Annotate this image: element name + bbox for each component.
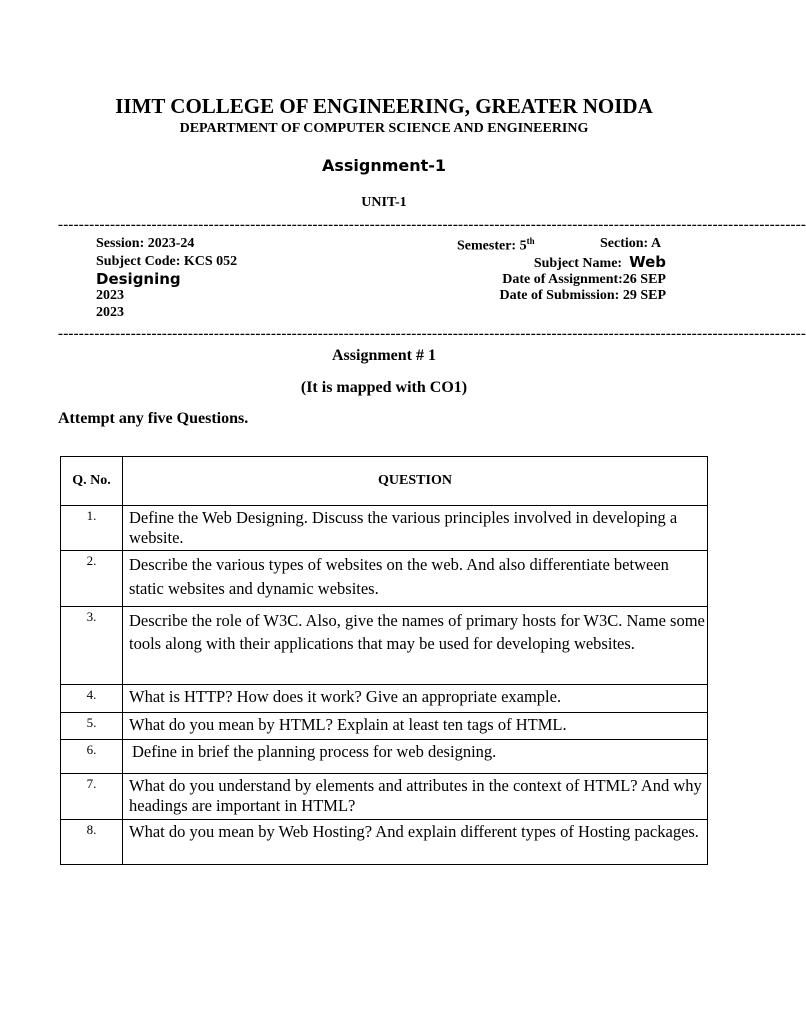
question-number: 6. xyxy=(61,740,123,774)
question-number: 8. xyxy=(61,820,123,865)
question-number: 2. xyxy=(61,551,123,607)
table-row xyxy=(61,551,708,607)
year-line-1: 2023 xyxy=(96,288,124,303)
question-text: What do you understand by elements and attributes in the context of HTML? And why headings are important in HTML? xyxy=(123,774,708,820)
subject-name-continued: Designing xyxy=(96,270,181,288)
question-number: 7. xyxy=(61,774,123,820)
semester: Semester: 5th xyxy=(457,236,535,254)
session: Session: 2023-24 xyxy=(96,236,195,251)
question-text: What do you mean by Web Hosting? And explain different types of Hosting packages. xyxy=(123,820,708,865)
question-number: 1. xyxy=(61,506,123,551)
subject-code: Subject Code: KCS 052 xyxy=(96,254,238,269)
questions-table xyxy=(60,456,708,865)
question-text: What do you mean by HTML? Explain at least ten tags of HTML. xyxy=(123,713,708,740)
column-header-question: QUESTION xyxy=(123,457,708,506)
table-row xyxy=(61,607,708,685)
column-header-qno: Q. No. xyxy=(61,457,123,506)
question-number: 4. xyxy=(61,685,123,713)
assignment-title: Assignment-1 xyxy=(321,156,447,175)
co-mapping: (It is mapped with CO1) xyxy=(300,379,468,396)
department-name: DEPARTMENT OF COMPUTER SCIENCE AND ENGINEERING xyxy=(179,121,589,136)
table-row xyxy=(61,774,708,820)
question-text: Describe the various types of websites on the web. And also differentiate between static websites and dynamic websites. xyxy=(123,551,708,607)
table-row xyxy=(61,740,708,774)
table-header-row xyxy=(61,457,708,506)
assignment-heading: Assignment # 1 xyxy=(331,347,436,364)
unit-label: UNIT-1 xyxy=(361,195,407,210)
year-line-2: 2023 xyxy=(96,305,124,320)
top-divider: ------------------------------------------------------------------------------------------------------------------------------------------------ xyxy=(58,217,806,233)
question-text: Describe the role of W3C. Also, give the names of primary hosts for W3C. Name some tools along with their applications that may be used for developing websites. xyxy=(123,607,708,685)
question-number: 3. xyxy=(61,607,123,685)
bottom-divider: ------------------------------------------------------------------------------------------------------------------------------------------------ xyxy=(58,326,806,342)
college-name: IIMT COLLEGE OF ENGINEERING, GREATER NOIDA xyxy=(115,94,653,118)
question-text: What is HTTP? How does it work? Give an appropriate example. xyxy=(123,685,708,713)
table-row xyxy=(61,820,708,865)
question-number: 5. xyxy=(61,713,123,740)
date-of-submission: Date of Submission: 29 SEP xyxy=(499,288,666,303)
instruction: Attempt any five Questions. xyxy=(58,410,249,427)
table-row xyxy=(61,685,708,713)
date-of-assignment: Date of Assignment:26 SEP xyxy=(502,272,666,287)
table-row xyxy=(61,506,708,551)
section: Section: A xyxy=(600,236,662,251)
question-text: Define in brief the planning process for web designing. xyxy=(123,740,708,774)
table-row xyxy=(61,713,708,740)
subject-name: Subject Name: Web xyxy=(533,253,666,271)
question-text: Define the Web Designing. Discuss the various principles involved in developing a website. xyxy=(123,506,708,551)
